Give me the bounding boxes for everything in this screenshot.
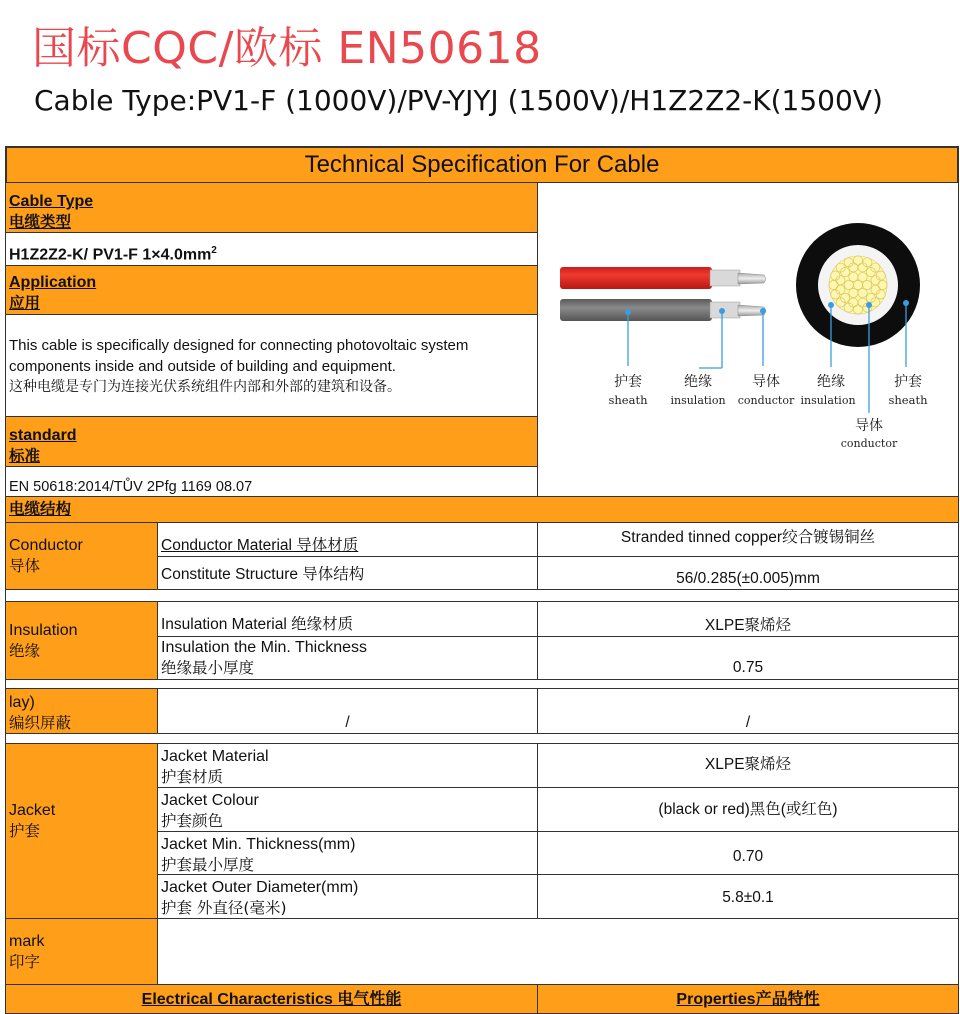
- page-title: 国标CQC/欧标 EN50618: [32, 23, 542, 74]
- insulation-right-label-en: insulation: [800, 394, 856, 407]
- cable-cross-section: [796, 223, 920, 347]
- application-text-en: This cable is specifically designed for connecting photovoltaic system components inside and outside of building and equipment.: [9, 337, 469, 375]
- conductor-structure-value: 56/0.285(±0.005)mm: [537, 556, 959, 590]
- jacket-diameter-prop-en: Jacket Outer Diameter(mm): [161, 879, 359, 896]
- insulation-material-value: XLPE聚烯烃: [537, 601, 959, 637]
- insulation-right-label-cn: 绝缘: [817, 374, 845, 390]
- jacket-thickness-prop-cn: 护套最小厚度: [161, 856, 255, 874]
- braid-group-label: [5, 688, 158, 734]
- jacket-diameter-prop: [157, 874, 538, 919]
- jacket-material-prop-cn: 护套材质: [161, 768, 224, 786]
- application-label-en: Application: [9, 274, 97, 291]
- insulation-label-cn: 绝缘: [684, 374, 712, 390]
- application-text: [5, 314, 538, 417]
- insulation-material-prop: Insulation Material 绝缘材质: [157, 601, 538, 637]
- cable-type-subtitle: Cable Type:PV1-F (1000V)/PV-YJYJ (1500V)/H1Z2Z2-K(1500V): [34, 84, 883, 117]
- structure-label: 电缆结构: [9, 500, 72, 518]
- jacket-thickness-prop-en: Jacket Min. Thickness(mm): [161, 836, 356, 853]
- jacket-thickness-prop: [157, 831, 538, 875]
- braid-value: /: [537, 688, 959, 734]
- cable-diagram: [538, 183, 958, 496]
- conductor-material-prop: Conductor Material 导体材质: [157, 522, 538, 557]
- jacket-colour-prop: [157, 787, 538, 832]
- jacket-material-value: XLPE聚烯烃: [537, 743, 959, 788]
- sheath-right-label-cn: 护套: [894, 374, 922, 390]
- application-text-cn: 这种电缆是专门为连接光伏系统组件内部和外部的建筑和设备。: [9, 379, 401, 395]
- insulation-thickness-prop-cn: 绝缘最小厚度: [161, 659, 255, 677]
- cable-type-label-en: Cable Type: [9, 193, 94, 210]
- jacket-diameter-value: 5.8±0.1: [537, 874, 959, 919]
- insulation-thickness-value: 0.75: [537, 636, 959, 680]
- spec-table-heading: Technical Specification For Cable: [5, 146, 959, 183]
- jacket-colour-prop-en: Jacket Colour: [161, 792, 259, 809]
- insulation-group-label: [5, 601, 158, 680]
- jacket-material-prop: [157, 743, 538, 788]
- braid-label-en: lay): [9, 694, 35, 711]
- jacket-colour-prop-cn: 护套颜色: [161, 812, 224, 830]
- grey-cable-illustration: [560, 299, 766, 321]
- right-labels: [800, 373, 928, 450]
- cable-type-label: [5, 182, 538, 233]
- standard-label-en: standard: [9, 427, 77, 444]
- conductor-label-cn: 导体: [9, 557, 41, 575]
- conductor-label-cn: 导体: [752, 374, 780, 390]
- jacket-label-cn: 护套: [9, 822, 41, 840]
- jacket-label-en: Jacket: [9, 802, 56, 819]
- application-label-cn: 应用: [9, 294, 41, 312]
- jacket-material-prop-en: Jacket Material: [161, 748, 269, 765]
- conductor-label-en: Conductor: [9, 537, 83, 554]
- insulation-thickness-prop-en: Insulation the Min. Thickness: [161, 639, 368, 656]
- red-cable-illustration: [560, 267, 766, 289]
- electrical-characteristics-heading: Electrical Characteristics 电气性能: [5, 984, 538, 1014]
- standard-label: [5, 416, 538, 467]
- mark-label-cn: 印字: [9, 953, 41, 971]
- mark-label-en: mark: [9, 933, 45, 950]
- sheath-label-cn: 护套: [614, 374, 642, 390]
- braid-label-cn: 编织屏蔽: [9, 714, 72, 732]
- cable-type-superscript: 2: [211, 245, 217, 256]
- conductor-group-label: [5, 522, 158, 590]
- conductor-material-value: Stranded tinned copper绞合镀锡铜丝: [537, 522, 959, 557]
- jacket-colour-value: (black or red)黑色(或红色): [537, 787, 959, 832]
- mark-group-label: [5, 918, 158, 985]
- properties-heading: Properties产品特性: [537, 984, 959, 1014]
- mark-value: [157, 918, 959, 985]
- cable-type-value-text: H1Z2Z2-K/ PV1-F 1×4.0mm: [9, 246, 212, 264]
- conductor-right-label-en: conductor: [840, 437, 898, 450]
- jacket-thickness-value: 0.70: [537, 831, 959, 875]
- jacket-group-label: [5, 743, 158, 919]
- jacket-diameter-prop-cn: 护套 外直径(毫米): [161, 899, 287, 917]
- standard-value: EN 50618:2014/TŮV 2Pfg 1169 08.07: [5, 466, 538, 497]
- sheath-label-en: sheath: [608, 393, 648, 407]
- braid-prop: /: [157, 688, 538, 734]
- structure-section-label: [5, 496, 959, 523]
- conductor-right-label-cn: 导体: [855, 418, 883, 434]
- cable-type-label-cn: 电缆类型: [9, 213, 72, 231]
- conductor-label-en: conductor: [737, 394, 795, 407]
- row-spacer: [5, 590, 959, 601]
- insulation-label-cn: 绝缘: [9, 642, 41, 660]
- left-labels: [609, 373, 795, 407]
- insulation-label-en: Insulation: [9, 622, 78, 639]
- application-label: [5, 265, 538, 315]
- insulation-label-en: insulation: [670, 394, 726, 407]
- insulation-thickness-prop: [157, 636, 538, 680]
- conductor-structure-prop: Constitute Structure 导体结构: [157, 556, 538, 590]
- cable-type-value: [5, 232, 538, 266]
- sheath-right-label-en: sheath: [888, 393, 928, 407]
- cable-diagram-cell: [537, 182, 959, 497]
- standard-label-cn: 标准: [9, 447, 41, 465]
